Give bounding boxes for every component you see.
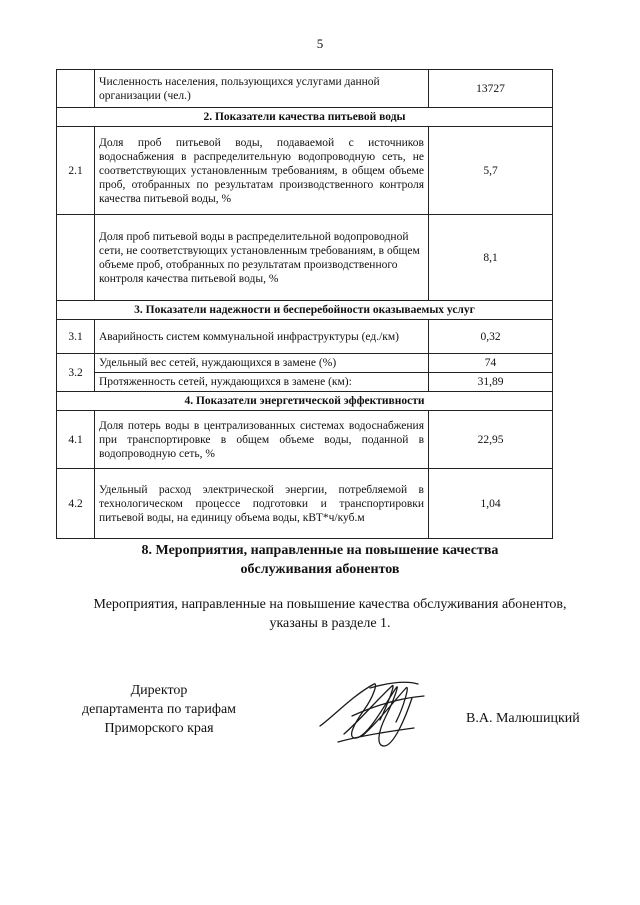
row-description: Удельный расход электрической энергии, потребляемой в технологическом процессе подготовки и транспортировки питьевой воды, на единицу объема воды, кВТ*ч/куб.м [95,469,429,539]
section-8-text-line: указаны в разделе 1. [269,616,391,631]
row-description: Аварийность систем коммунальной инфраструктуры (ед./км) [95,320,429,354]
indicators-table [56,69,553,539]
row-description: Численность населения, пользующихся услугами данной организации (чел.) [95,70,429,108]
signatory-name: В.А. Малюшицкий [466,711,580,726]
page-number: 5 [316,36,324,51]
table-row [57,411,553,469]
row-description: Протяженность сетей, нуждающихся в замене (км): [95,373,429,392]
row-value: 8,1 [429,215,553,301]
section-8-heading-line: обслуживания абонентов [240,562,400,577]
section-header-row [57,392,553,411]
section-2-title: 2. Показатели качества питьевой воды [57,108,553,127]
row-number: 4.2 [57,469,95,539]
table-row [57,70,553,108]
row-value: 31,89 [429,373,553,392]
signatory-title-line: Приморского края [104,721,214,736]
row-value: 5,7 [429,127,553,215]
row-number: 3.1 [57,320,95,354]
row-number: 2.1 [57,127,95,215]
row-number: 4.1 [57,411,95,469]
section-3-title: 3. Показатели надежности и бесперебойности оказываемых услуг [57,301,553,320]
section-8-text-line: Мероприятия, направленные на повышение качества обслуживания абонентов, [93,597,567,612]
row-description: Удельный вес сетей, нуждающихся в замене (%) [95,354,429,373]
section-4-title: 4. Показатели энергетической эффективности [57,392,553,411]
row-description: Доля проб питьевой воды в распределительной водопроводной сети, не соответствующих установленным требованиям, в общем объеме проб, отобранных по результатам производственного контроля качества питьевой воды, % [95,215,429,301]
row-value: 1,04 [429,469,553,539]
table-row [57,127,553,215]
table-row [57,469,553,539]
signatory-title-line: Директор [130,683,188,698]
row-value: 74 [429,354,553,373]
section-header-row [57,108,553,127]
row-description: Доля потерь воды в централизованных системах водоснабжения при транспортировке в общем объеме воды, поданной в водопроводную сеть, % [95,411,429,469]
table-row [57,373,553,392]
table-row [57,215,553,301]
row-value: 22,95 [429,411,553,469]
row-number: 3.2 [57,354,95,392]
handwritten-signature [314,676,434,761]
signatory-title [44,681,274,738]
section-8-text [60,595,600,633]
row-value: 0,32 [429,320,553,354]
row-number [57,215,95,301]
section-8-heading-line: 8. Мероприятия, направленные на повышение качества [141,543,499,558]
row-description: Доля проб питьевой воды, подаваемой с источников водоснабжения в распределительную водопроводную сеть, не соответствующих установленным требованиям, в общем объеме проб, отобранных по результатам производственного контроля качества питьевой воды, % [95,127,429,215]
row-value: 13727 [429,70,553,108]
section-header-row [57,301,553,320]
table-row [57,320,553,354]
signatory-title-line: департамента по тарифам [81,702,237,717]
row-number [57,70,95,108]
section-8-heading [0,541,640,579]
table-row [57,354,553,373]
